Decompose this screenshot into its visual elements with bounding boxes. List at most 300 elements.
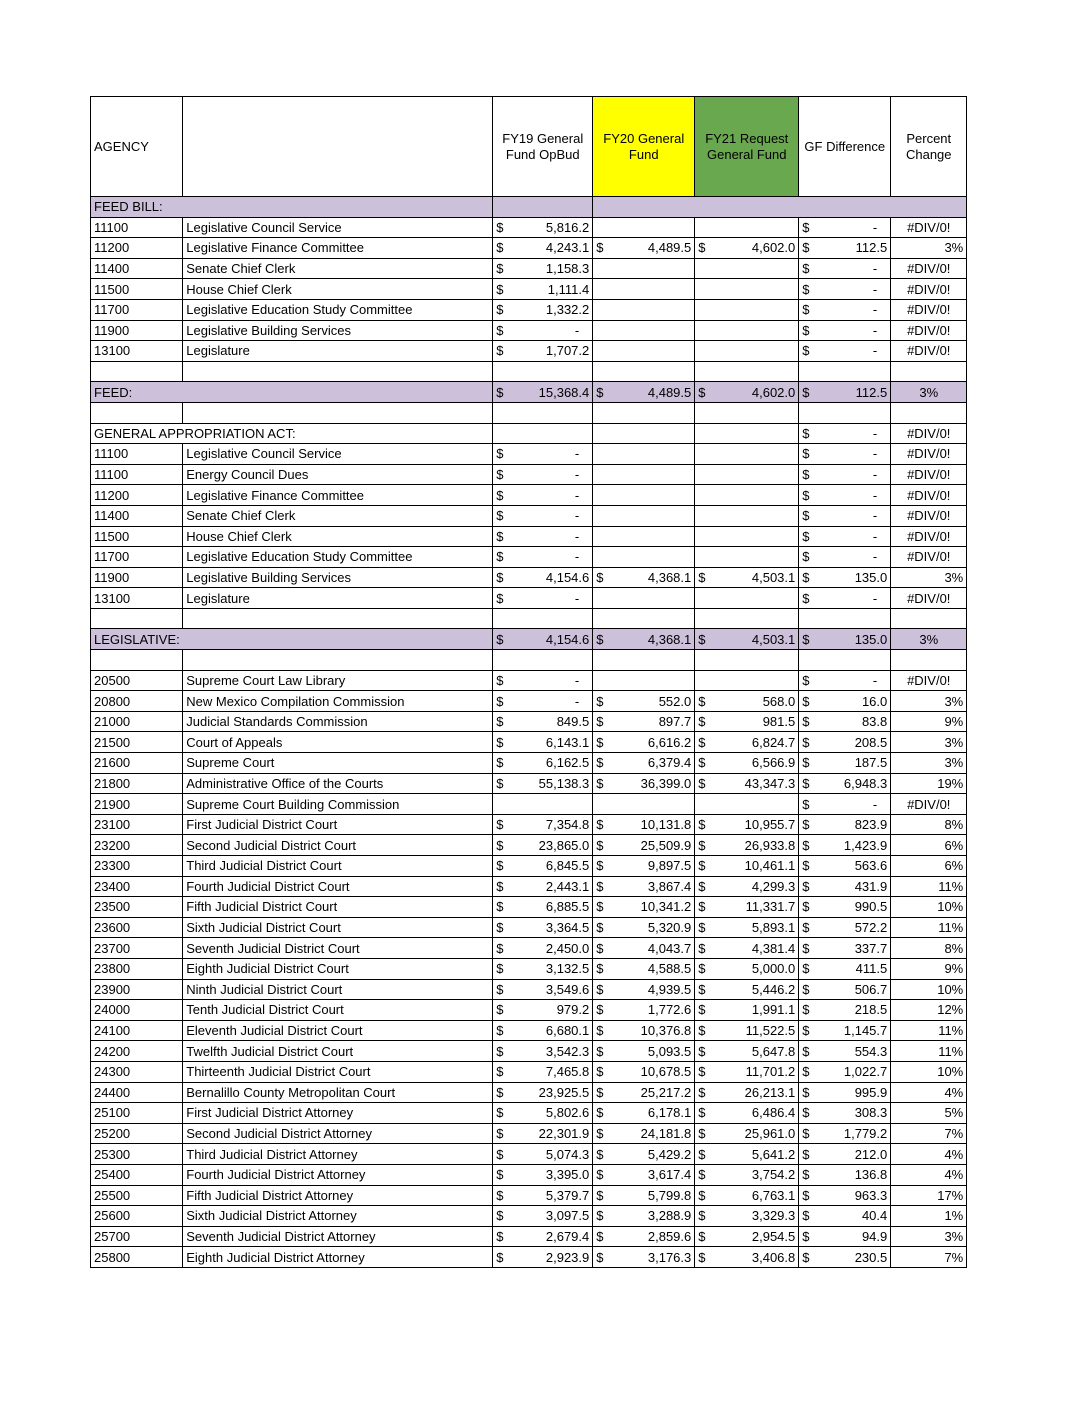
currency-symbol: $ bbox=[596, 940, 604, 956]
currency-symbol: $ bbox=[698, 858, 706, 874]
fy19-cell-value: 2,679.4 bbox=[545, 1228, 590, 1244]
currency-symbol: $ bbox=[496, 569, 504, 585]
currency-symbol: $ bbox=[496, 219, 504, 235]
legislative-total-row bbox=[91, 629, 967, 650]
fy19-cell bbox=[493, 1020, 593, 1041]
fy20-cell-value: 10,376.8 bbox=[640, 1023, 692, 1039]
currency-symbol: $ bbox=[802, 569, 810, 585]
currency-symbol: $ bbox=[596, 817, 604, 833]
currency-symbol: $ bbox=[496, 693, 504, 709]
fy19-cell-value: 6,845.5 bbox=[545, 858, 590, 874]
agency-code-cell: 25400 bbox=[91, 1164, 183, 1185]
currency-symbol: $ bbox=[698, 1249, 706, 1265]
fy20-cell bbox=[593, 1226, 695, 1247]
table-row bbox=[91, 711, 967, 732]
gf-difference-cell-value: 83.8 bbox=[861, 714, 888, 730]
gf-difference-cell bbox=[799, 464, 891, 485]
fy19-cell bbox=[493, 835, 593, 856]
empty-cell bbox=[183, 361, 493, 382]
percent-change-cell: #DIV/0! bbox=[891, 341, 967, 362]
gf-difference-cell-value: 94.9 bbox=[861, 1228, 888, 1244]
gf-difference-cell-value: - bbox=[872, 508, 878, 524]
currency-symbol: $ bbox=[496, 1084, 504, 1100]
agency-name-cell: Ninth Judicial District Court bbox=[183, 979, 493, 1000]
fy21-cell-value: 6,486.4 bbox=[751, 1105, 796, 1121]
table-row bbox=[91, 1226, 967, 1247]
percent-change-cell: 1% bbox=[891, 1206, 967, 1227]
currency-symbol: $ bbox=[802, 734, 810, 750]
fy19-cell bbox=[493, 753, 593, 774]
currency-symbol: $ bbox=[596, 1126, 604, 1142]
fy19-cell-value: 6,680.1 bbox=[545, 1023, 590, 1039]
fy21-cell-value: 5,893.1 bbox=[751, 920, 796, 936]
total-fy19-cell bbox=[493, 629, 593, 650]
percent-change-cell: #DIV/0! bbox=[891, 464, 967, 485]
percent-change-cell: 3% bbox=[891, 567, 967, 588]
gf-difference-cell-value: 1,145.7 bbox=[843, 1023, 888, 1039]
fy20-cell-value: 897.7 bbox=[658, 714, 692, 730]
currency-symbol: $ bbox=[496, 261, 504, 277]
fy21-cell bbox=[695, 258, 799, 279]
agency-name-cell: Legislative Council Service bbox=[183, 217, 493, 238]
empty-cell bbox=[799, 361, 891, 382]
currency-symbol: $ bbox=[802, 858, 810, 874]
section-label: FEED BILL: bbox=[91, 197, 493, 218]
gf-difference-cell-value: 572.2 bbox=[854, 920, 888, 936]
currency-symbol: $ bbox=[496, 487, 504, 503]
fy21-cell-value: 5,641.2 bbox=[751, 1146, 796, 1162]
fy19-cell bbox=[493, 897, 593, 918]
fy21-cell bbox=[695, 979, 799, 1000]
fy20-cell bbox=[593, 856, 695, 877]
gf-difference-cell bbox=[799, 1164, 891, 1185]
gf-difference-cell-value: 308.3 bbox=[854, 1105, 888, 1121]
agency-name-cell: Eighth Judicial District Court bbox=[183, 958, 493, 979]
currency-symbol: $ bbox=[496, 528, 504, 544]
fy20-cell-value: 4,939.5 bbox=[647, 981, 692, 997]
percent-change-cell: #DIV/0! bbox=[891, 505, 967, 526]
currency-symbol: $ bbox=[802, 837, 810, 853]
fy20-cell bbox=[593, 299, 695, 320]
fy20-cell bbox=[593, 794, 695, 815]
fy19-cell-value: 2,450.0 bbox=[545, 940, 590, 956]
fy19-cell-value: 3,395.0 bbox=[545, 1167, 590, 1183]
currency-symbol: $ bbox=[698, 1043, 706, 1059]
currency-symbol: $ bbox=[802, 281, 810, 297]
currency-symbol: $ bbox=[802, 981, 810, 997]
gf-difference-cell-value: 337.7 bbox=[854, 940, 888, 956]
fy19-cell-value: 22,301.9 bbox=[538, 1126, 590, 1142]
fy19-cell-value: 2,923.9 bbox=[545, 1249, 590, 1265]
fy20-cell-value: 9,897.5 bbox=[647, 858, 692, 874]
fy19-cell bbox=[493, 526, 593, 547]
fy20-cell bbox=[593, 670, 695, 691]
currency-symbol: $ bbox=[496, 446, 504, 462]
gf-difference-cell-value: 112.5 bbox=[855, 240, 888, 256]
agency-code-cell: 23100 bbox=[91, 814, 183, 835]
fy21-cell-value: 11,701.2 bbox=[745, 1064, 796, 1080]
table-row bbox=[91, 732, 967, 753]
fy20-cell-value: 3,867.4 bbox=[647, 878, 692, 894]
gf-difference-cell-value: - bbox=[872, 446, 878, 462]
budget-spreadsheet bbox=[90, 96, 967, 1268]
fy21-cell-value: 3,329.3 bbox=[751, 1208, 796, 1224]
percent-change-cell: #DIV/0! bbox=[891, 670, 967, 691]
fy20-cell-value: 5,320.9 bbox=[647, 920, 692, 936]
fy21-cell bbox=[695, 876, 799, 897]
fy21-cell bbox=[695, 732, 799, 753]
fy20-cell-value: 4,043.7 bbox=[647, 940, 692, 956]
header-percent-change: Percent Change bbox=[891, 97, 967, 197]
currency-symbol: $ bbox=[802, 549, 810, 565]
currency-symbol: $ bbox=[496, 1208, 504, 1224]
gf-difference-cell bbox=[799, 835, 891, 856]
currency-symbol: $ bbox=[596, 1249, 604, 1265]
table-row bbox=[91, 320, 967, 341]
percent-change-cell: #DIV/0! bbox=[891, 423, 967, 444]
table-row bbox=[91, 835, 967, 856]
gf-difference-cell bbox=[799, 1041, 891, 1062]
gf-difference-cell bbox=[799, 1000, 891, 1021]
fy21-cell-value: 3,754.2 bbox=[751, 1167, 796, 1183]
agency-name-cell: Supreme Court Law Library bbox=[183, 670, 493, 691]
percent-change-cell: #DIV/0! bbox=[891, 320, 967, 341]
agency-name-cell: New Mexico Compilation Commission bbox=[183, 691, 493, 712]
currency-symbol: $ bbox=[496, 240, 504, 256]
currency-symbol: $ bbox=[496, 1064, 504, 1080]
gf-difference-cell-value: - bbox=[872, 343, 878, 359]
agency-code-cell: 21600 bbox=[91, 753, 183, 774]
fy19-cell-value: 2,443.1 bbox=[545, 878, 590, 894]
currency-symbol: $ bbox=[802, 322, 810, 338]
gf-difference-cell bbox=[799, 279, 891, 300]
gf-difference-cell bbox=[799, 526, 891, 547]
agency-code-cell: 25300 bbox=[91, 1144, 183, 1165]
total-gf-difference-cell bbox=[799, 629, 891, 650]
gf-difference-cell bbox=[799, 1103, 891, 1124]
currency-symbol: $ bbox=[496, 878, 504, 894]
currency-symbol: $ bbox=[496, 281, 504, 297]
currency-symbol: $ bbox=[802, 1146, 810, 1162]
agency-name-cell: Legislative Council Service bbox=[183, 444, 493, 465]
gf-difference-cell bbox=[799, 567, 891, 588]
percent-change-cell: 9% bbox=[891, 958, 967, 979]
agency-code-cell: 25600 bbox=[91, 1206, 183, 1227]
currency-symbol: $ bbox=[596, 569, 604, 585]
fy20-cell bbox=[593, 547, 695, 568]
fy21-cell bbox=[695, 691, 799, 712]
fy19-cell-value: 1,332.2 bbox=[545, 302, 590, 318]
gf-difference-cell-value: - bbox=[872, 590, 878, 606]
fy21-cell-value: 26,933.8 bbox=[744, 837, 796, 853]
total-fy19-cell-value: 15,368.4 bbox=[538, 384, 590, 400]
empty-cell bbox=[493, 650, 593, 671]
currency-symbol: $ bbox=[596, 1167, 604, 1183]
fy21-cell bbox=[695, 526, 799, 547]
fy19-cell-value: - bbox=[574, 549, 580, 565]
fy20-cell bbox=[593, 711, 695, 732]
fy20-cell-value: 4,588.5 bbox=[647, 961, 692, 977]
agency-code-cell: 11900 bbox=[91, 320, 183, 341]
agency-name-cell: Tenth Judicial District Court bbox=[183, 1000, 493, 1021]
fy19-cell bbox=[493, 876, 593, 897]
percent-change-cell: #DIV/0! bbox=[891, 588, 967, 609]
agency-code-cell: 11400 bbox=[91, 258, 183, 279]
fy20-cell-value: 3,617.4 bbox=[647, 1167, 692, 1183]
currency-symbol: $ bbox=[496, 549, 504, 565]
currency-symbol: $ bbox=[596, 1146, 604, 1162]
currency-symbol: $ bbox=[802, 467, 810, 483]
section-feed-bill bbox=[91, 197, 967, 218]
gf-difference-cell bbox=[799, 1247, 891, 1268]
fy19-cell-value: - bbox=[574, 487, 580, 503]
fy19-cell bbox=[493, 1123, 593, 1144]
agency-name-cell: Seventh Judicial District Court bbox=[183, 938, 493, 959]
gf-difference-cell bbox=[799, 320, 891, 341]
agency-name-cell: Twelfth Judicial District Court bbox=[183, 1041, 493, 1062]
header-row bbox=[91, 97, 967, 197]
currency-symbol: $ bbox=[802, 528, 810, 544]
fy20-cell-value: 36,399.0 bbox=[640, 775, 692, 791]
table-row bbox=[91, 897, 967, 918]
currency-symbol: $ bbox=[496, 1105, 504, 1121]
empty-cell bbox=[891, 402, 967, 423]
header-agency: AGENCY bbox=[91, 97, 183, 197]
agency-name-cell: Bernalillo County Metropolitan Court bbox=[183, 1082, 493, 1103]
fy21-cell-value: 4,299.3 bbox=[751, 878, 796, 894]
agency-code-cell: 23800 bbox=[91, 958, 183, 979]
agency-code-cell: 20500 bbox=[91, 670, 183, 691]
fy20-cell-value: 552.0 bbox=[658, 693, 692, 709]
fy19-cell bbox=[493, 794, 593, 815]
fy19-cell bbox=[493, 299, 593, 320]
currency-symbol: $ bbox=[802, 796, 810, 812]
gf-difference-cell-value: 963.3 bbox=[854, 1187, 888, 1203]
header-fy20: FY20 General Fund bbox=[593, 97, 695, 197]
currency-symbol: $ bbox=[802, 1064, 810, 1080]
agency-code-cell: 11100 bbox=[91, 444, 183, 465]
fy19-cell-value: - bbox=[574, 446, 580, 462]
table-row bbox=[91, 958, 967, 979]
fy19-cell bbox=[493, 1164, 593, 1185]
gf-difference-cell-value: - bbox=[872, 467, 878, 483]
empty-cell bbox=[799, 402, 891, 423]
empty-row bbox=[91, 608, 967, 629]
fy19-cell bbox=[493, 341, 593, 362]
percent-change-cell: 8% bbox=[891, 814, 967, 835]
agency-name-cell: Energy Council Dues bbox=[183, 464, 493, 485]
total-label: LEGISLATIVE: bbox=[91, 629, 183, 650]
fy21-cell-value: 1,991.1 bbox=[751, 1002, 796, 1018]
agency-code-cell: 20800 bbox=[91, 691, 183, 712]
currency-symbol: $ bbox=[496, 940, 504, 956]
fy21-cell bbox=[695, 1041, 799, 1062]
currency-symbol: $ bbox=[496, 981, 504, 997]
gf-difference-cell-value: - bbox=[872, 261, 878, 277]
gf-difference-cell bbox=[799, 876, 891, 897]
table-row bbox=[91, 567, 967, 588]
fy21-cell-value: 2,954.5 bbox=[751, 1228, 796, 1244]
fy19-cell bbox=[493, 547, 593, 568]
percent-change-cell: 3% bbox=[891, 238, 967, 259]
agency-name-cell: Legislature bbox=[183, 341, 493, 362]
currency-symbol: $ bbox=[596, 1064, 604, 1080]
agency-code-cell: 23400 bbox=[91, 876, 183, 897]
currency-symbol: $ bbox=[596, 1043, 604, 1059]
total-fy21-cell bbox=[695, 629, 799, 650]
empty-cell bbox=[799, 608, 891, 629]
gf-difference-cell-value: 431.9 bbox=[854, 878, 888, 894]
fy20-cell bbox=[593, 897, 695, 918]
empty-cell bbox=[91, 608, 183, 629]
fy20-cell bbox=[593, 1000, 695, 1021]
fy20-cell-value: 10,341.2 bbox=[640, 899, 692, 915]
gf-difference-cell-value: 995.9 bbox=[854, 1084, 888, 1100]
table-row bbox=[91, 526, 967, 547]
percent-change-cell: 5% bbox=[891, 1103, 967, 1124]
fy21-cell-value: 25,961.0 bbox=[744, 1126, 796, 1142]
currency-symbol: $ bbox=[698, 1064, 706, 1080]
currency-symbol: $ bbox=[496, 1249, 504, 1265]
fy19-cell bbox=[493, 691, 593, 712]
total-gf-difference-cell bbox=[799, 382, 891, 403]
fy20-cell bbox=[593, 485, 695, 506]
agency-name-cell: Sixth Judicial District Court bbox=[183, 917, 493, 938]
fy20-cell-value: 5,799.8 bbox=[647, 1187, 692, 1203]
currency-symbol: $ bbox=[596, 240, 604, 256]
empty-cell bbox=[91, 650, 183, 671]
empty-row bbox=[91, 361, 967, 382]
table-row bbox=[91, 279, 967, 300]
fy19-cell bbox=[493, 320, 593, 341]
gf-difference-cell bbox=[799, 1123, 891, 1144]
currency-symbol: $ bbox=[802, 714, 810, 730]
fy20-cell bbox=[593, 1082, 695, 1103]
fy21-cell-value: 6,763.1 bbox=[751, 1187, 796, 1203]
fy21-cell bbox=[695, 444, 799, 465]
fy19-cell-value: 7,465.8 bbox=[545, 1064, 590, 1080]
percent-change-cell: #DIV/0! bbox=[891, 258, 967, 279]
agency-code-cell: 13100 bbox=[91, 588, 183, 609]
gf-difference-cell bbox=[799, 258, 891, 279]
fy21-cell bbox=[695, 856, 799, 877]
fy20-cell-value: 10,678.5 bbox=[640, 1064, 692, 1080]
currency-symbol: $ bbox=[496, 1002, 504, 1018]
currency-symbol: $ bbox=[496, 1023, 504, 1039]
empty-cell bbox=[695, 423, 799, 444]
currency-symbol: $ bbox=[802, 446, 810, 462]
currency-symbol: $ bbox=[596, 1187, 604, 1203]
agency-name-cell: Supreme Court bbox=[183, 753, 493, 774]
table-row bbox=[91, 464, 967, 485]
agency-code-cell: 11400 bbox=[91, 505, 183, 526]
gf-difference-cell bbox=[799, 1144, 891, 1165]
fy20-cell bbox=[593, 1247, 695, 1268]
fy21-cell bbox=[695, 505, 799, 526]
gf-difference-cell bbox=[799, 732, 891, 753]
gf-difference-cell bbox=[799, 670, 891, 691]
fy20-cell bbox=[593, 1020, 695, 1041]
fy20-cell bbox=[593, 732, 695, 753]
fy20-cell-value: 3,176.3 bbox=[647, 1249, 692, 1265]
agency-code-cell: 21900 bbox=[91, 794, 183, 815]
fy20-cell-value: 6,616.2 bbox=[647, 734, 692, 750]
fy19-cell bbox=[493, 1206, 593, 1227]
agency-code-cell: 21800 bbox=[91, 773, 183, 794]
fy19-cell bbox=[493, 938, 593, 959]
currency-symbol: $ bbox=[802, 1084, 810, 1100]
gf-difference-cell bbox=[799, 1185, 891, 1206]
currency-symbol: $ bbox=[698, 384, 706, 400]
currency-symbol: $ bbox=[698, 1084, 706, 1100]
fy21-cell bbox=[695, 1206, 799, 1227]
agency-name-cell: Sixth Judicial District Attorney bbox=[183, 1206, 493, 1227]
gf-difference-cell-value: - bbox=[872, 425, 878, 441]
currency-symbol: $ bbox=[802, 631, 810, 647]
fy19-cell bbox=[493, 1000, 593, 1021]
currency-symbol: $ bbox=[596, 755, 604, 771]
currency-symbol: $ bbox=[496, 817, 504, 833]
percent-change-cell: 3% bbox=[891, 1226, 967, 1247]
currency-symbol: $ bbox=[596, 1023, 604, 1039]
currency-symbol: $ bbox=[496, 734, 504, 750]
fy21-cell bbox=[695, 958, 799, 979]
currency-symbol: $ bbox=[802, 240, 810, 256]
gf-difference-cell-value: - bbox=[872, 322, 878, 338]
gf-difference-cell bbox=[799, 958, 891, 979]
currency-symbol: $ bbox=[596, 899, 604, 915]
currency-symbol: $ bbox=[802, 940, 810, 956]
fy21-cell bbox=[695, 897, 799, 918]
fy21-cell bbox=[695, 279, 799, 300]
gf-difference-cell-value: - bbox=[872, 487, 878, 503]
fy20-cell bbox=[593, 320, 695, 341]
fy20-cell-value: 4,368.1 bbox=[647, 569, 692, 585]
fy21-cell bbox=[695, 938, 799, 959]
agency-name-cell: Fifth Judicial District Court bbox=[183, 897, 493, 918]
fy19-cell bbox=[493, 217, 593, 238]
currency-symbol: $ bbox=[496, 590, 504, 606]
currency-symbol: $ bbox=[496, 755, 504, 771]
gf-difference-cell-value: 563.6 bbox=[854, 858, 888, 874]
percent-change-cell: 12% bbox=[891, 1000, 967, 1021]
agency-code-cell: 11700 bbox=[91, 299, 183, 320]
fy21-cell bbox=[695, 341, 799, 362]
currency-symbol: $ bbox=[496, 858, 504, 874]
currency-symbol: $ bbox=[698, 631, 706, 647]
fy20-cell bbox=[593, 1041, 695, 1062]
currency-symbol: $ bbox=[698, 1228, 706, 1244]
feed-total-row bbox=[91, 382, 967, 403]
table-row bbox=[91, 794, 967, 815]
table-row bbox=[91, 1144, 967, 1165]
table-row bbox=[91, 691, 967, 712]
fy19-cell bbox=[493, 1041, 593, 1062]
table-row bbox=[91, 856, 967, 877]
table-row bbox=[91, 258, 967, 279]
fy21-cell bbox=[695, 1185, 799, 1206]
fy19-cell bbox=[493, 1144, 593, 1165]
fy21-cell bbox=[695, 1061, 799, 1082]
fy19-cell-value: 55,138.3 bbox=[538, 775, 590, 791]
gf-difference-cell-value: 230.5 bbox=[854, 1249, 888, 1265]
section-band bbox=[593, 197, 967, 218]
percent-change-cell: 11% bbox=[891, 1041, 967, 1062]
fy19-cell bbox=[493, 814, 593, 835]
currency-symbol: $ bbox=[802, 487, 810, 503]
percent-change-cell: #DIV/0! bbox=[891, 279, 967, 300]
header-fy21: FY21 Request General Fund bbox=[695, 97, 799, 197]
